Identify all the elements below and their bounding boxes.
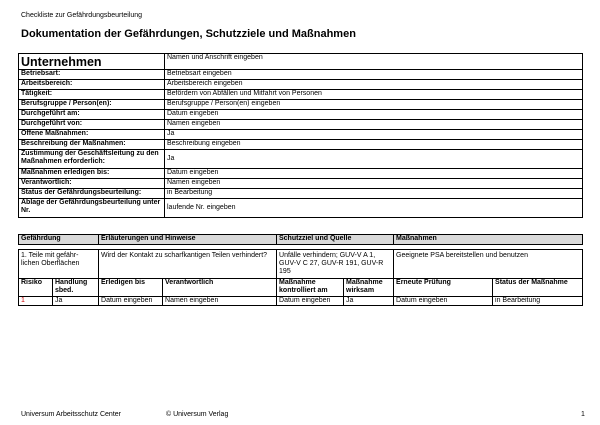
column-header: Erläuterungen und Hinweise xyxy=(99,235,277,245)
table-row xyxy=(19,169,583,179)
table-row xyxy=(19,140,583,150)
page-number: 1 xyxy=(581,411,585,418)
hazard-explanation: Wird der Kontakt zu scharfkantigen Teilen verhindert? xyxy=(99,250,277,279)
table-row xyxy=(19,189,583,199)
action-required-value[interactable]: Ja xyxy=(53,297,99,306)
field-label: Maßnahmen erledigen bis: xyxy=(19,169,165,179)
table-row xyxy=(19,54,583,70)
hazard-name: 1. Teile mit gefähr-lichen Oberflächen xyxy=(19,250,99,279)
table-row xyxy=(19,250,583,279)
responsible-value[interactable]: Namen eingeben xyxy=(163,297,277,306)
field-value[interactable]: Befördern von Abfällen und Mitfahrt von Personen xyxy=(165,90,583,100)
column-header: Erledigen bis xyxy=(99,279,163,297)
company-info-table xyxy=(18,53,583,218)
column-header: Maßnahme kontrolliert am xyxy=(277,279,344,297)
column-header: Maßnahme wirksam xyxy=(344,279,394,297)
document-header: Checkliste zur Gefährdungsbeurteilung xyxy=(21,12,143,19)
status-value[interactable]: in Bearbeitung xyxy=(493,297,583,306)
table-row xyxy=(19,120,583,130)
hazard-measures[interactable]: Geeignete PSA bereitstellen und benutzen xyxy=(394,250,583,279)
table-row xyxy=(19,130,583,140)
footer-center: © Universum Verlag xyxy=(166,411,229,418)
risk-value[interactable]: 1 xyxy=(19,297,53,306)
footer-left: Universum Arbeitsschutz Center xyxy=(21,411,121,418)
column-header: Erneute Prüfung xyxy=(394,279,493,297)
field-value[interactable]: Betriebsart eingeben xyxy=(165,70,583,80)
table-row xyxy=(19,70,583,80)
field-label: Status der Gefährdungsbeurteilung: xyxy=(19,189,165,199)
table-row xyxy=(19,150,583,169)
recheck-value[interactable]: Datum eingeben xyxy=(394,297,493,306)
company-title-label: Unternehmen xyxy=(19,54,165,70)
checked-date-value[interactable]: Datum eingeben xyxy=(277,297,344,306)
due-date-value[interactable]: Datum eingeben xyxy=(99,297,163,306)
page-title: Dokumentation der Gefährdungen, Schutzziele und Maßnahmen xyxy=(21,28,356,40)
field-label: Tätigkeit: xyxy=(19,90,165,100)
table-header-row xyxy=(19,235,583,245)
table-row xyxy=(19,110,583,120)
field-label: Offene Maßnahmen: xyxy=(19,130,165,140)
field-label: Arbeitsbereich: xyxy=(19,80,165,90)
column-header: Handlung sbed. xyxy=(53,279,99,297)
field-value[interactable]: in Bearbeitung xyxy=(165,189,583,199)
table-row xyxy=(19,100,583,110)
field-value[interactable]: Ja xyxy=(165,130,583,140)
table-row xyxy=(19,90,583,100)
effective-value[interactable]: Ja xyxy=(344,297,394,306)
table-row xyxy=(19,179,583,189)
field-label: Zustimmung der Geschäftsleitung zu den Maßnahmen erforderlich: xyxy=(19,150,165,169)
hazard-protection-goal: Unfälle verhindern; GUV-V A 1, GUV-V C 27, GUV-R 191, GUV-R 195 xyxy=(277,250,394,279)
table-row xyxy=(19,80,583,90)
column-header: Schutzziel und Quelle xyxy=(277,235,394,245)
field-value[interactable]: Berufsgruppe / Person(en) eingeben xyxy=(165,100,583,110)
table-row xyxy=(19,297,583,306)
field-label: Berufsgruppe / Person(en): xyxy=(19,100,165,110)
table-row xyxy=(19,199,583,218)
company-name-field[interactable]: Namen und Anschrift eingeben xyxy=(165,54,583,70)
field-label: Betriebsart: xyxy=(19,70,165,80)
column-header: Maßnahmen xyxy=(394,235,583,245)
field-label: Ablage der Gefährdungsbeurteilung unter Nr. xyxy=(19,199,165,218)
column-header: Verantwortlich xyxy=(163,279,277,297)
hazard-table xyxy=(18,249,583,306)
field-label: Beschreibung der Maßnahmen: xyxy=(19,140,165,150)
field-label: Durchgeführt am: xyxy=(19,110,165,120)
field-value[interactable]: Datum eingeben xyxy=(165,169,583,179)
hazard-header-table xyxy=(18,234,583,245)
field-value[interactable]: Datum eingeben xyxy=(165,110,583,120)
field-value[interactable]: Ja xyxy=(165,150,583,169)
field-value[interactable]: Arbeitsbereich eingeben xyxy=(165,80,583,90)
column-header: Gefährdung xyxy=(19,235,99,245)
column-header: Status der Maßnahme xyxy=(493,279,583,297)
field-value[interactable]: Namen eingeben xyxy=(165,179,583,189)
field-label: Verantwortlich: xyxy=(19,179,165,189)
field-value[interactable]: Namen eingeben xyxy=(165,120,583,130)
field-value[interactable]: Beschreibung eingeben xyxy=(165,140,583,150)
field-label: Durchgeführt von: xyxy=(19,120,165,130)
table-subheader-row xyxy=(19,279,583,297)
field-value[interactable]: laufende Nr. eingeben xyxy=(165,199,583,218)
column-header: Risiko xyxy=(19,279,53,297)
